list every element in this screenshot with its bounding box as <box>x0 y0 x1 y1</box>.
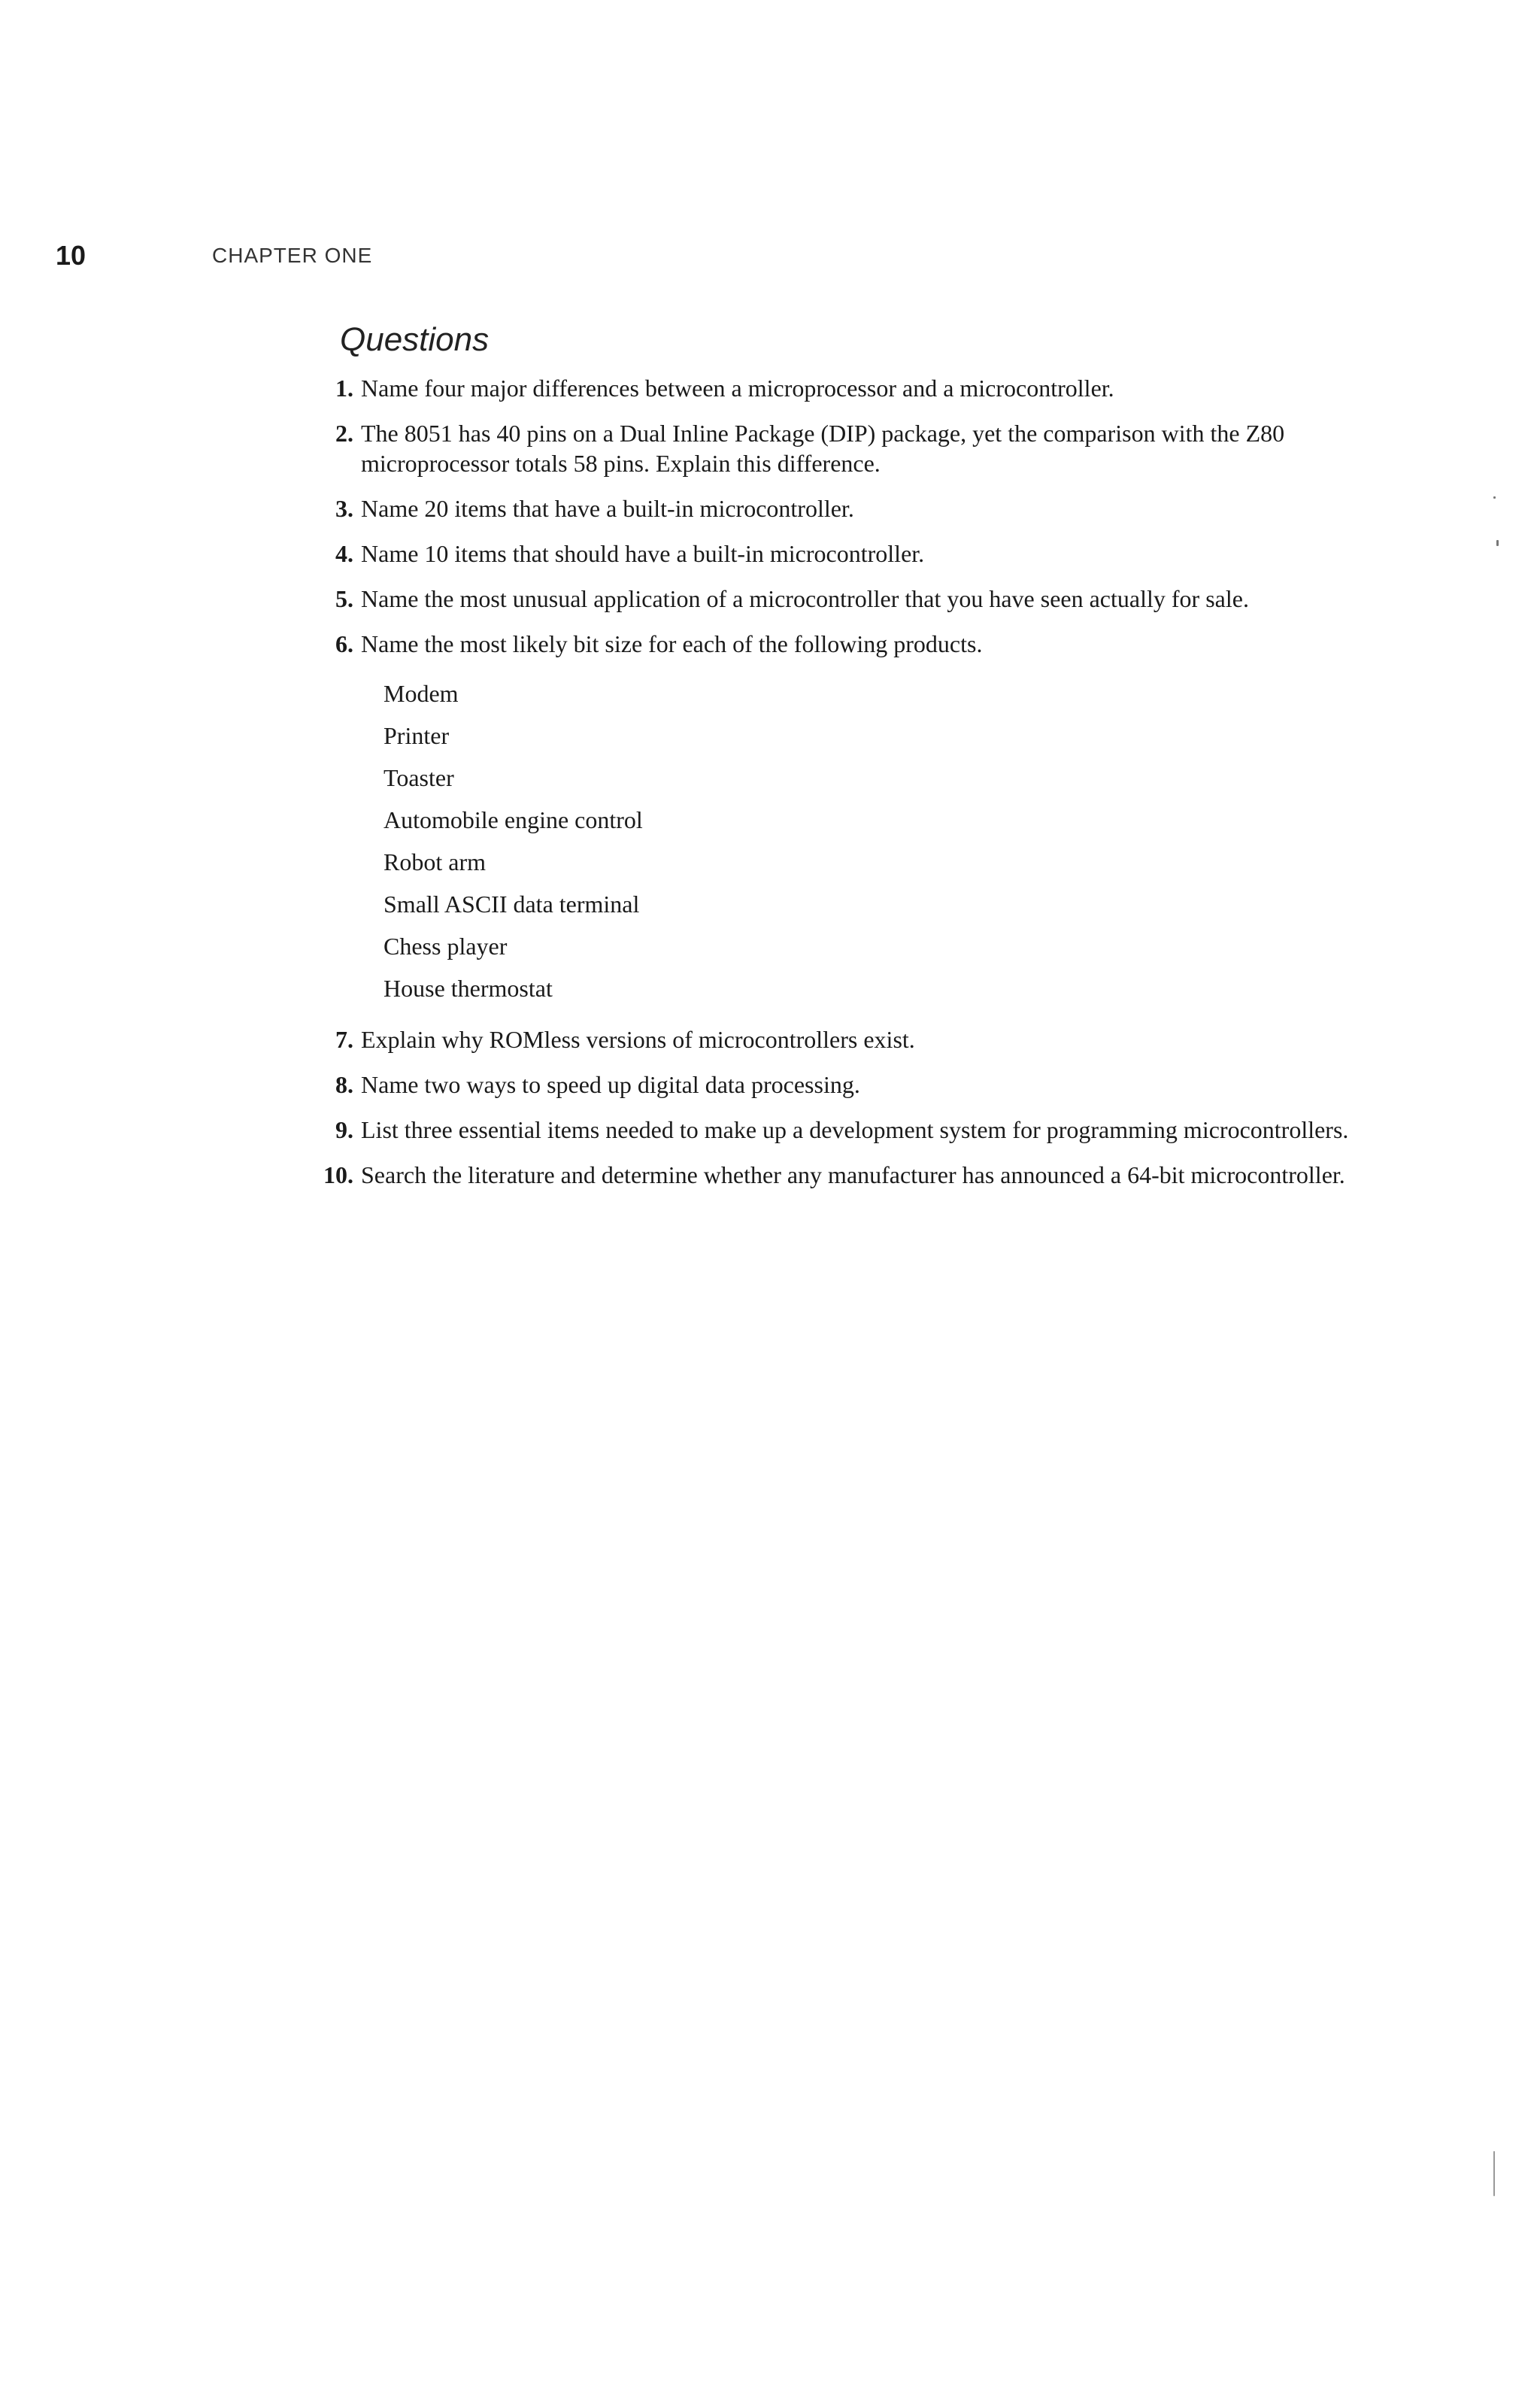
question-item <box>301 1070 1369 1100</box>
question-number: 10. <box>323 1161 353 1188</box>
question-number: 3. <box>335 495 353 522</box>
question-list <box>301 373 1369 1205</box>
question-number: 2. <box>335 420 353 447</box>
question-number: 4. <box>335 540 353 567</box>
question-item <box>301 1115 1369 1145</box>
question-text: Name 20 items that have a built-in microcontroller. <box>361 495 854 522</box>
page-number: 10 <box>56 240 86 271</box>
question-text: Name the most unusual application of a microcontroller that you have seen actually for sale. <box>361 585 1249 612</box>
product-item: Toaster <box>383 764 454 791</box>
product-item: House thermostat <box>383 975 553 1002</box>
chapter-label: CHAPTER ONE <box>212 244 373 267</box>
question-text: Name the most likely bit size for each of the following products. <box>361 630 983 657</box>
question-text: Search the literature and determine whether any manufacturer has announced a 64-bit microcontroller. <box>361 1161 1345 1188</box>
section-title: Questions <box>340 321 490 358</box>
question-text: List three essential items needed to make up a development system for programming microcontrollers. <box>361 1116 1349 1143</box>
question-item <box>301 584 1369 614</box>
question-item <box>301 373 1369 403</box>
product-item: Small ASCII data terminal <box>383 891 640 918</box>
question-text: Name two ways to speed up digital data processing. <box>361 1071 860 1098</box>
question-text: Name 10 items that should have a built-in microcontroller. <box>361 540 925 567</box>
question-item <box>301 539 1369 569</box>
scan-speck <box>1496 540 1499 546</box>
product-item: Printer <box>383 722 450 749</box>
product-item: Automobile engine control <box>383 806 643 833</box>
question-number: 7. <box>335 1026 353 1053</box>
product-item: Chess player <box>383 933 508 960</box>
question-text: Explain why ROMless versions of microcontrollers exist. <box>361 1026 915 1053</box>
question-text: The 8051 has 40 pins on a Dual Inline Package (DIP) package, yet the comparison with the Z80 microprocessor totals 58 pins. Explain this difference. <box>361 420 1285 477</box>
scan-speck <box>1493 496 1496 499</box>
scan-speck <box>1493 2151 1495 2196</box>
question-text: Name four major differences between a microprocessor and a microcontroller. <box>361 375 1114 402</box>
product-item: Robot arm <box>383 848 486 875</box>
question-number: 6. <box>335 630 353 657</box>
question-item <box>301 629 1369 1009</box>
question-number: 8. <box>335 1071 353 1098</box>
question-number: 9. <box>335 1116 353 1143</box>
question-number: 5. <box>335 585 353 612</box>
product-item: Modem <box>383 680 459 707</box>
question-item <box>301 1024 1369 1054</box>
question-number: 1. <box>335 375 353 402</box>
question-item <box>301 493 1369 523</box>
product-list <box>383 672 1369 1009</box>
question-item <box>301 1160 1369 1190</box>
question-item <box>301 418 1369 478</box>
